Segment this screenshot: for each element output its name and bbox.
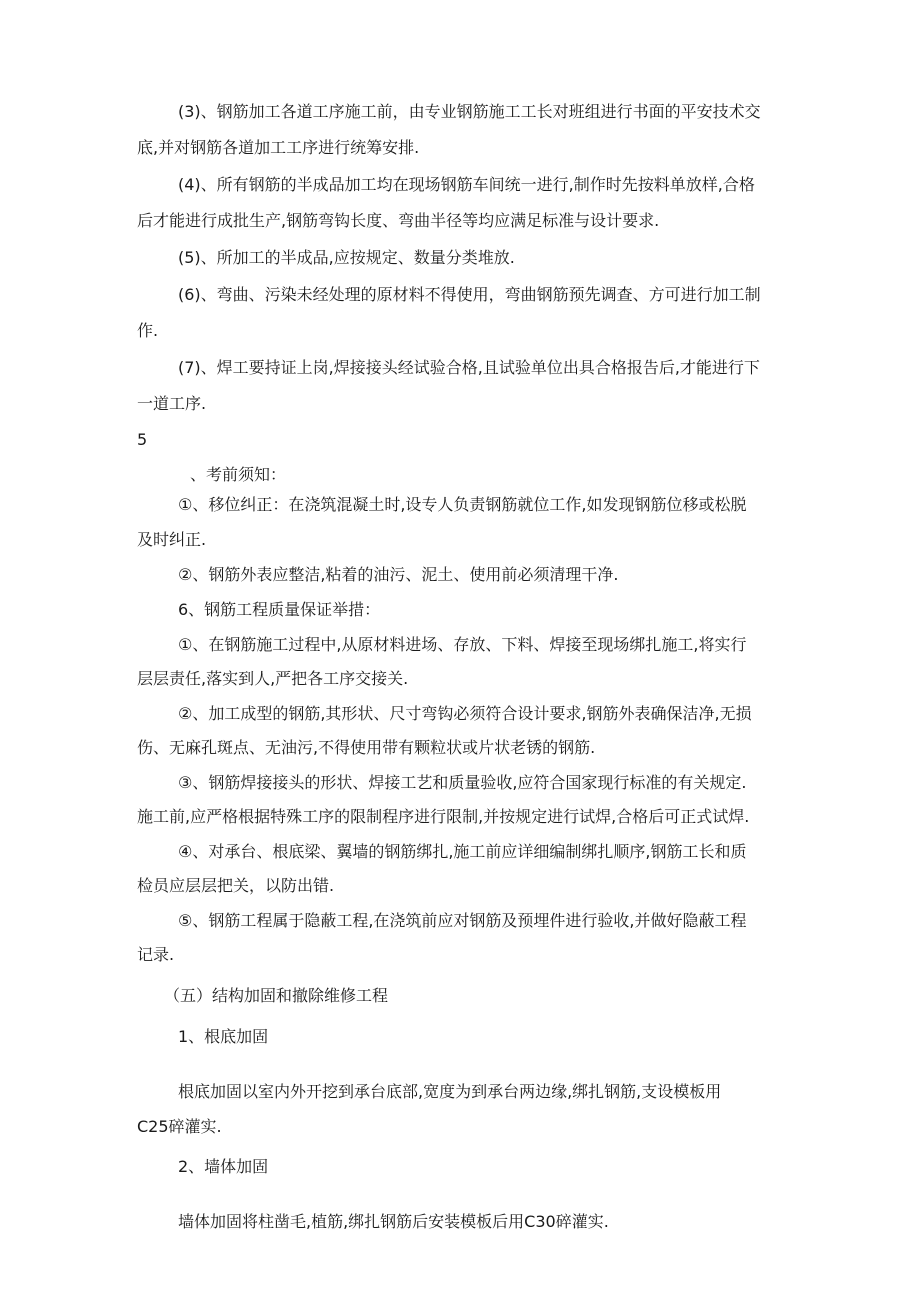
paragraph-6-line-2: 作. (137, 321, 159, 340)
section-number-5: 5 (137, 430, 148, 449)
quality-5-line-2: 记录. (137, 945, 175, 964)
quality-5-line-1: ⑤、钢筋工程属于隐蔽工程,在浇筑前应对钢筋及预埋件进行验收,并做好隐蔽工程 (178, 911, 747, 930)
note-2: ②、钢筋外表应整洁,粘着的油污、泥土、使用前必须清理干净. (178, 565, 619, 584)
quality-2-line-1: ②、加工成型的钢筋,其形状、尺寸弯钩必须符合设计要求,钢筋外表确保洁净,无损 (178, 704, 752, 723)
subheading-foundation: 1、根底加固 (178, 1027, 269, 1046)
note-1-line-1: ①、移位纠正：在浇筑混凝土时,设专人负责钢筋就位工作,如发现钢筋位移或松脱 (178, 495, 747, 514)
foundation-line-2: C25碎灌实. (137, 1117, 222, 1136)
chapter-heading-five: （五）结构加固和撤除维修工程 (164, 986, 389, 1005)
paragraph-3-line-2: 底,并对钢筋各道加工工序进行统筹安排. (137, 138, 420, 157)
quality-1-line-2: 层层责任,落实到人,严把各工序交接关. (137, 669, 409, 688)
paragraph-5: (5)、所加工的半成品,应按规定、数量分类堆放. (178, 248, 515, 267)
paragraph-7-line-2: 一道工序. (137, 394, 207, 413)
note-1-line-2: 及时纠正. (137, 530, 207, 549)
wall-line-1: 墙体加固将柱凿毛,植筋,绑扎钢筋后安装模板后用C30碎灌实. (178, 1212, 609, 1231)
foundation-line-1: 根底加固以室内外开挖到承台底部,宽度为到承台两边缘,绑扎钢筋,支设模板用 (178, 1082, 722, 1101)
paragraph-4-line-2: 后才能进行成批生产,钢筋弯钩长度、弯曲半径等均应满足标准与设计要求. (137, 211, 660, 230)
section-heading-notes: 、考前须知： (190, 465, 287, 484)
quality-4-line-2: 检员应层层把关，以防出错. (137, 876, 335, 895)
subheading-wall: 2、墙体加固 (178, 1157, 269, 1176)
paragraph-4-line-1: (4)、所有钢筋的半成品加工均在现场钢筋车间统一进行,制作时先按料单放样,合格 (178, 175, 755, 194)
paragraph-3-line-1: (3)、钢筋加工各道工序施工前，由专业钢筋施工工长对班组进行书面的平安技术交 (178, 102, 761, 121)
quality-3-line-1: ③、钢筋焊接接头的形状、焊接工艺和质量验收,应符合国家现行标准的有关规定. (178, 773, 747, 792)
quality-2-line-2: 伤、无麻孔斑点、无油污,不得使用带有颗粒状或片状老锈的钢筋. (137, 738, 596, 757)
quality-4-line-1: ④、对承台、根底梁、翼墙的钢筋绑扎,施工前应详细编制绑扎顺序,钢筋工长和质 (178, 842, 747, 861)
quality-1-line-1: ①、在钢筋施工过程中,从原材料进场、存放、下料、焊接至现场绑扎施工,将实行 (178, 635, 747, 654)
quality-3-line-2: 施工前,应严格根据特殊工序的限制程序进行限制,并按规定进行试焊,合格后可正式试焊. (137, 807, 750, 826)
paragraph-7-line-1: (7)、焊工要持证上岗,焊接接头经试验合格,且试验单位出具合格报告后,才能进行下 (178, 358, 760, 377)
paragraph-6-line-1: (6)、弯曲、污染未经处理的原材料不得使用，弯曲钢筋预先调查、方可进行加工制 (178, 285, 761, 304)
section-heading-quality: 6、钢筋工程质量保证举措： (178, 600, 381, 619)
